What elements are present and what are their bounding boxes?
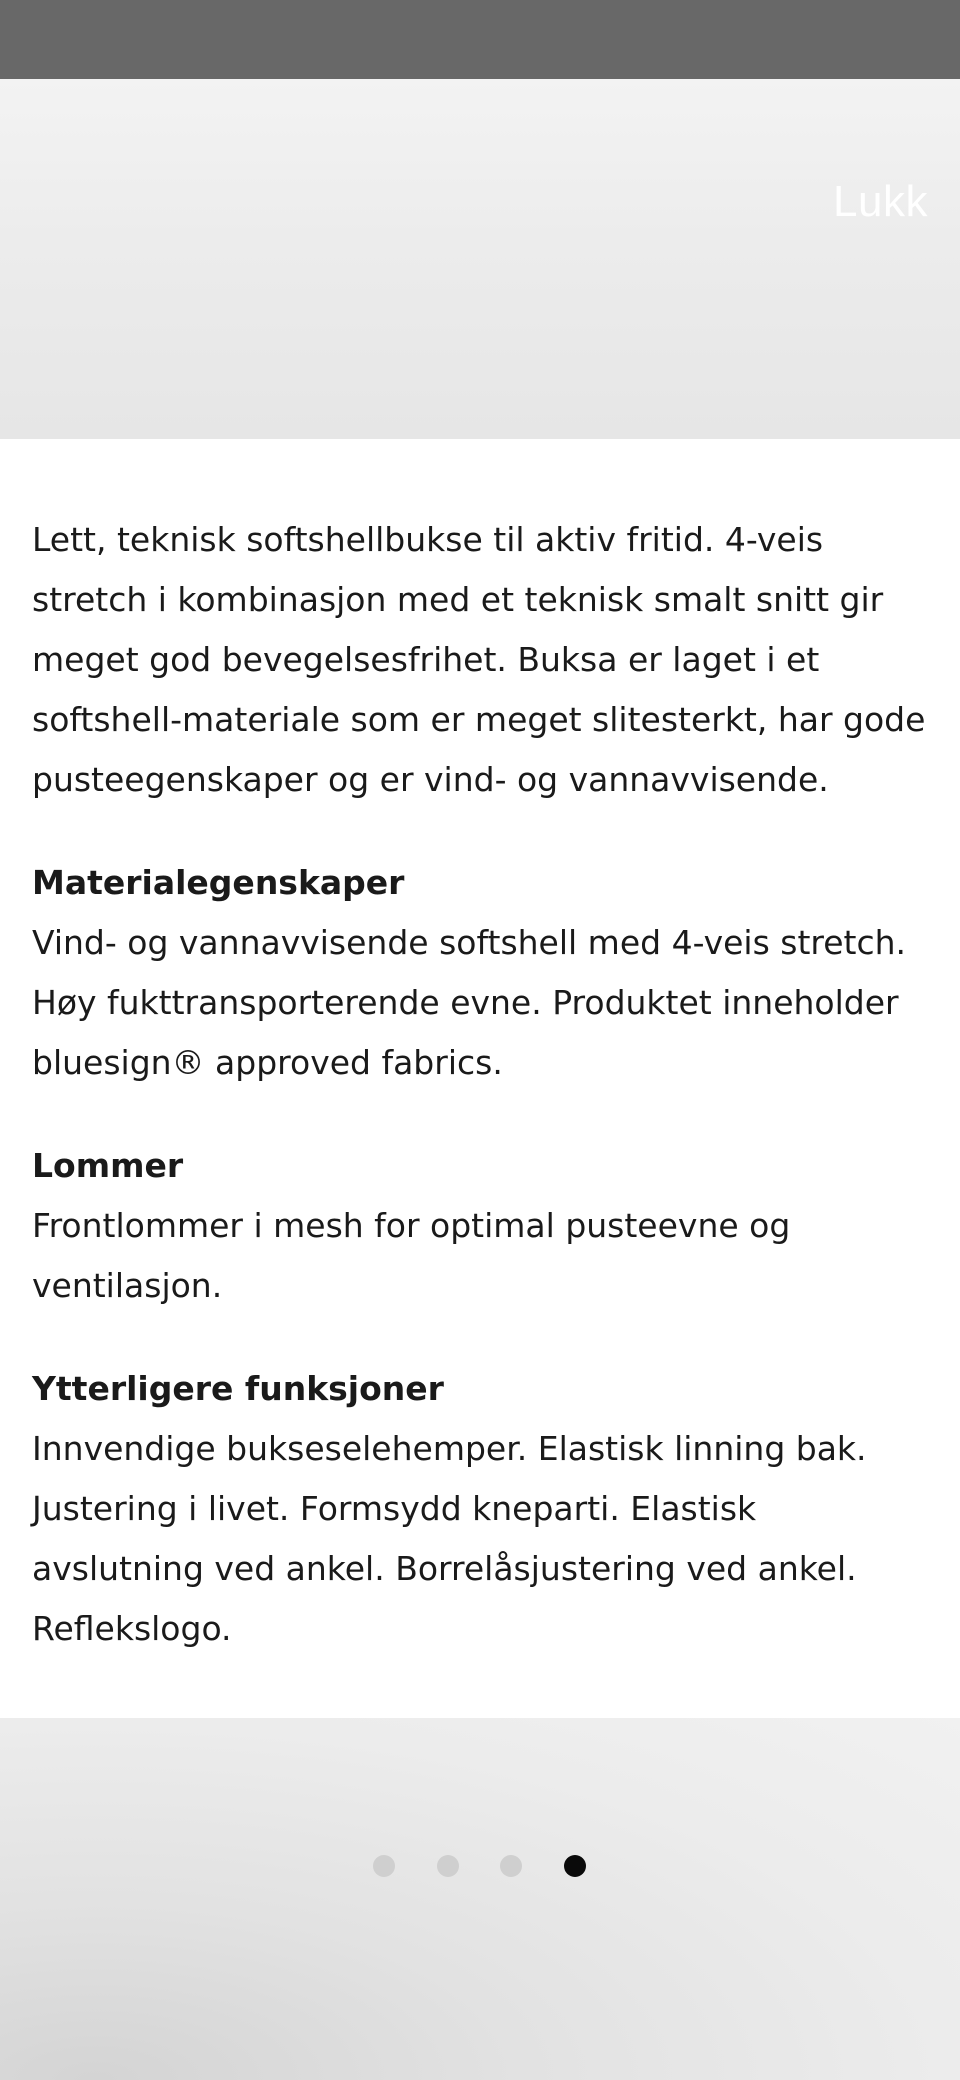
pagination-dot[interactable] [500, 1855, 522, 1877]
section-materials [32, 853, 928, 1093]
close-link[interactable]: Lukk [833, 177, 928, 226]
section-body: Frontlommer i mesh for optimal pusteevne og ventilasjon. [32, 1206, 791, 1305]
top-image-panel [0, 79, 960, 439]
pagination-dot[interactable] [437, 1855, 459, 1877]
status-bar [0, 0, 960, 79]
pagination-dot[interactable] [564, 1855, 586, 1877]
bottom-image-panel [0, 1718, 960, 2080]
section-body: Vind- og vannavvisende softshell med 4-veis stretch. Høy fukttransporterende evne. Produktet inneholder bluesign® approved fabrics. [32, 923, 907, 1082]
section-pockets [32, 1136, 928, 1316]
pagination-dot[interactable] [373, 1855, 395, 1877]
intro-paragraph: Lett, teknisk softshellbukse til aktiv fritid. 4-veis stretch i kombinasjon med et teknisk smalt snitt gir meget god bevegelsesfrihet. Buksa er laget i et softshell-materiale som er meget slitesterkt, har gode pusteegenskaper og er vind- og vannavvisende. [32, 520, 926, 799]
description-text [0, 439, 960, 1762]
pagination-dots [0, 1855, 960, 1877]
section-title: Lommer [32, 1146, 184, 1185]
section-title: Ytterligere funksjoner [32, 1369, 444, 1408]
description-panel[interactable] [0, 439, 960, 1718]
section-additional-features [32, 1359, 928, 1659]
section-body: Innvendige bukseselehemper. Elastisk linning bak. Justering i livet. Formsydd kneparti. Elastisk avslutning ved ankel. Borrelåsjustering ved ankel. Reflekslogo. [32, 1429, 867, 1648]
section-title: Materialegenskaper [32, 863, 405, 902]
